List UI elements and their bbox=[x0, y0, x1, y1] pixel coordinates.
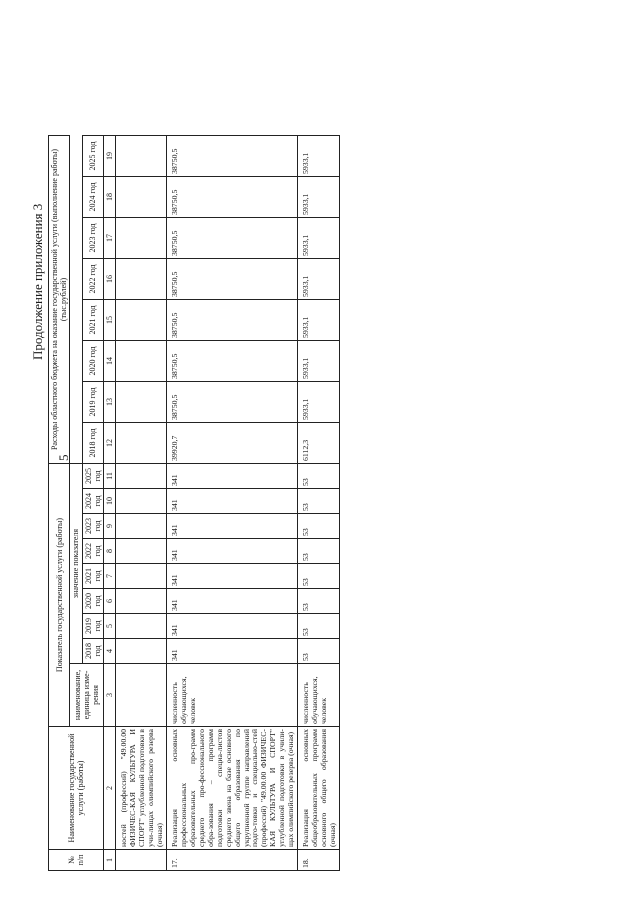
expense-value bbox=[116, 259, 167, 300]
indicator-value: 341 bbox=[166, 539, 297, 564]
indicator-value: 341 bbox=[166, 464, 297, 489]
service-name: Реализация основных общеобразовательных программ основного общего образования (очная) bbox=[298, 727, 340, 850]
expense-value bbox=[116, 382, 167, 423]
column-index-cell: 5 bbox=[103, 614, 115, 639]
year-header-value: 2018 год bbox=[82, 639, 103, 664]
expense-value: 38750,5 bbox=[166, 259, 297, 300]
row-number: 17. bbox=[166, 850, 297, 871]
indicator-value bbox=[116, 614, 167, 639]
year-header-expense: 2024 год bbox=[82, 177, 103, 218]
page-heading: Продолжение приложения 3 bbox=[30, 203, 45, 360]
expense-value: 38750,5 bbox=[166, 341, 297, 382]
expense-value: 38750,5 bbox=[166, 300, 297, 341]
expense-value: 5933,1 bbox=[298, 218, 340, 259]
row-number bbox=[116, 850, 167, 871]
expense-value bbox=[116, 136, 167, 177]
column-index-cell: 17 bbox=[103, 218, 115, 259]
year-header-value: 2021 год bbox=[82, 564, 103, 589]
year-header-value: 2020 год bbox=[82, 589, 103, 614]
expense-value bbox=[116, 300, 167, 341]
indicator-value: 53 bbox=[298, 514, 340, 539]
expense-value bbox=[116, 341, 167, 382]
indicator-value: 341 bbox=[166, 514, 297, 539]
page-number: 5 bbox=[56, 454, 71, 461]
column-index-cell: 12 bbox=[103, 423, 115, 464]
year-header-expense: 2019 год bbox=[82, 382, 103, 423]
col-service-name: Наименование государственной услуги (работы) bbox=[49, 727, 104, 850]
column-index-cell: 8 bbox=[103, 539, 115, 564]
expense-value: 5933,1 bbox=[298, 341, 340, 382]
column-index-cell: 11 bbox=[103, 464, 115, 489]
expense-value bbox=[116, 218, 167, 259]
column-index-cell: 7 bbox=[103, 564, 115, 589]
indicator-value: 341 bbox=[166, 614, 297, 639]
year-header-expense: 2023 год bbox=[82, 218, 103, 259]
expense-value: 38750,5 bbox=[166, 177, 297, 218]
service-name: ностей (профессий) "49.00.00 ФИЗИЧЕС-КАЯ КУЛЬТУРА И СПОРТ" углубленной подготовки в учи-лищах олимпийского резерва (очная) bbox=[116, 727, 167, 850]
indicator-value: 53 bbox=[298, 589, 340, 614]
service-name: Реализация основных профессиональных образовательных про-грамм среднего про-фессионального обра-зования – программ подготовки специа-листов среднего звена на базе основного общего образования по укрупненной группе направлений подго-товки и специально-стей (профессий) "49.00.00 ФИЗИЧЕС-КАЯ КУЛЬТУРА И СПОРТ" углубленной подготовки в учили-щах олимпийского резерва (очная) bbox=[166, 727, 297, 850]
column-index-cell: 15 bbox=[103, 300, 115, 341]
year-header-value: 2024 год bbox=[82, 489, 103, 514]
expense-value: 5933,1 bbox=[298, 136, 340, 177]
year-header-expense: 2021 год bbox=[82, 300, 103, 341]
expense-value: 39920,7 bbox=[166, 423, 297, 464]
indicator-value: 53 bbox=[298, 489, 340, 514]
expense-value: 5933,1 bbox=[298, 382, 340, 423]
year-header-expense: 2020 год bbox=[82, 341, 103, 382]
table-row bbox=[166, 136, 297, 871]
year-header-expense: 2018 год bbox=[82, 423, 103, 464]
expense-value: 6112,3 bbox=[298, 423, 340, 464]
indicator-value bbox=[116, 514, 167, 539]
table-row bbox=[298, 136, 340, 871]
budget-table bbox=[48, 135, 340, 871]
column-index-cell: 19 bbox=[103, 136, 115, 177]
indicator-value bbox=[116, 589, 167, 614]
column-index-cell: 10 bbox=[103, 489, 115, 514]
year-header-value: 2022 год bbox=[82, 539, 103, 564]
expense-value bbox=[116, 423, 167, 464]
column-index-row bbox=[103, 136, 115, 871]
col-indicator-group: Показатель государственной услуги (работы) bbox=[49, 464, 70, 727]
year-header-value: 2025 год bbox=[82, 464, 103, 489]
column-index-cell: 2 bbox=[103, 727, 115, 850]
year-header-value: 2019 год bbox=[82, 614, 103, 639]
col-indicator-value: значение показателя bbox=[70, 464, 82, 664]
column-index-cell: 13 bbox=[103, 382, 115, 423]
indicator-value: 53 bbox=[298, 614, 340, 639]
col-no: № п/п bbox=[49, 850, 104, 871]
col-indicator-name: наименование, единица изме-рения bbox=[70, 664, 104, 727]
indicator-value: 341 bbox=[166, 589, 297, 614]
column-index-cell: 1 bbox=[103, 850, 115, 871]
table-body bbox=[103, 136, 339, 871]
column-index-cell: 18 bbox=[103, 177, 115, 218]
column-index-cell: 6 bbox=[103, 589, 115, 614]
indicator-value: 53 bbox=[298, 464, 340, 489]
indicator-value bbox=[116, 464, 167, 489]
year-header-expense: 2025 год bbox=[82, 136, 103, 177]
expense-value: 5933,1 bbox=[298, 259, 340, 300]
indicator-value bbox=[116, 639, 167, 664]
expense-value: 5933,1 bbox=[298, 300, 340, 341]
expense-value: 38750,5 bbox=[166, 218, 297, 259]
indicator-value: 53 bbox=[298, 564, 340, 589]
column-index-cell: 16 bbox=[103, 259, 115, 300]
year-header-value: 2023 год bbox=[82, 514, 103, 539]
year-header-expense: 2022 год bbox=[82, 259, 103, 300]
column-index-cell: 3 bbox=[103, 664, 115, 727]
expense-value: 38750,5 bbox=[166, 382, 297, 423]
expense-value: 38750,5 bbox=[166, 136, 297, 177]
col-expenses-group: Расходы областного бюджета на оказание государственной услуги (выполнение работы) (тыс.рублей) bbox=[49, 136, 70, 464]
expense-value: 5933,1 bbox=[298, 177, 340, 218]
column-index-cell: 4 bbox=[103, 639, 115, 664]
indicator-value: 53 bbox=[298, 539, 340, 564]
row-number: 18. bbox=[298, 850, 340, 871]
indicator-unit: численность обучающихся, человек bbox=[298, 664, 340, 727]
indicator-value bbox=[116, 539, 167, 564]
expense-value bbox=[116, 177, 167, 218]
column-index-cell: 9 bbox=[103, 514, 115, 539]
indicator-value: 341 bbox=[166, 489, 297, 514]
table-row bbox=[116, 136, 167, 871]
indicator-value: 341 bbox=[166, 639, 297, 664]
indicator-value bbox=[116, 489, 167, 514]
indicator-unit: численность обучающихся, человек bbox=[166, 664, 297, 727]
indicator-value bbox=[116, 564, 167, 589]
indicator-value: 341 bbox=[166, 564, 297, 589]
indicator-value: 53 bbox=[298, 639, 340, 664]
column-index-cell: 14 bbox=[103, 341, 115, 382]
indicator-unit bbox=[116, 664, 167, 727]
